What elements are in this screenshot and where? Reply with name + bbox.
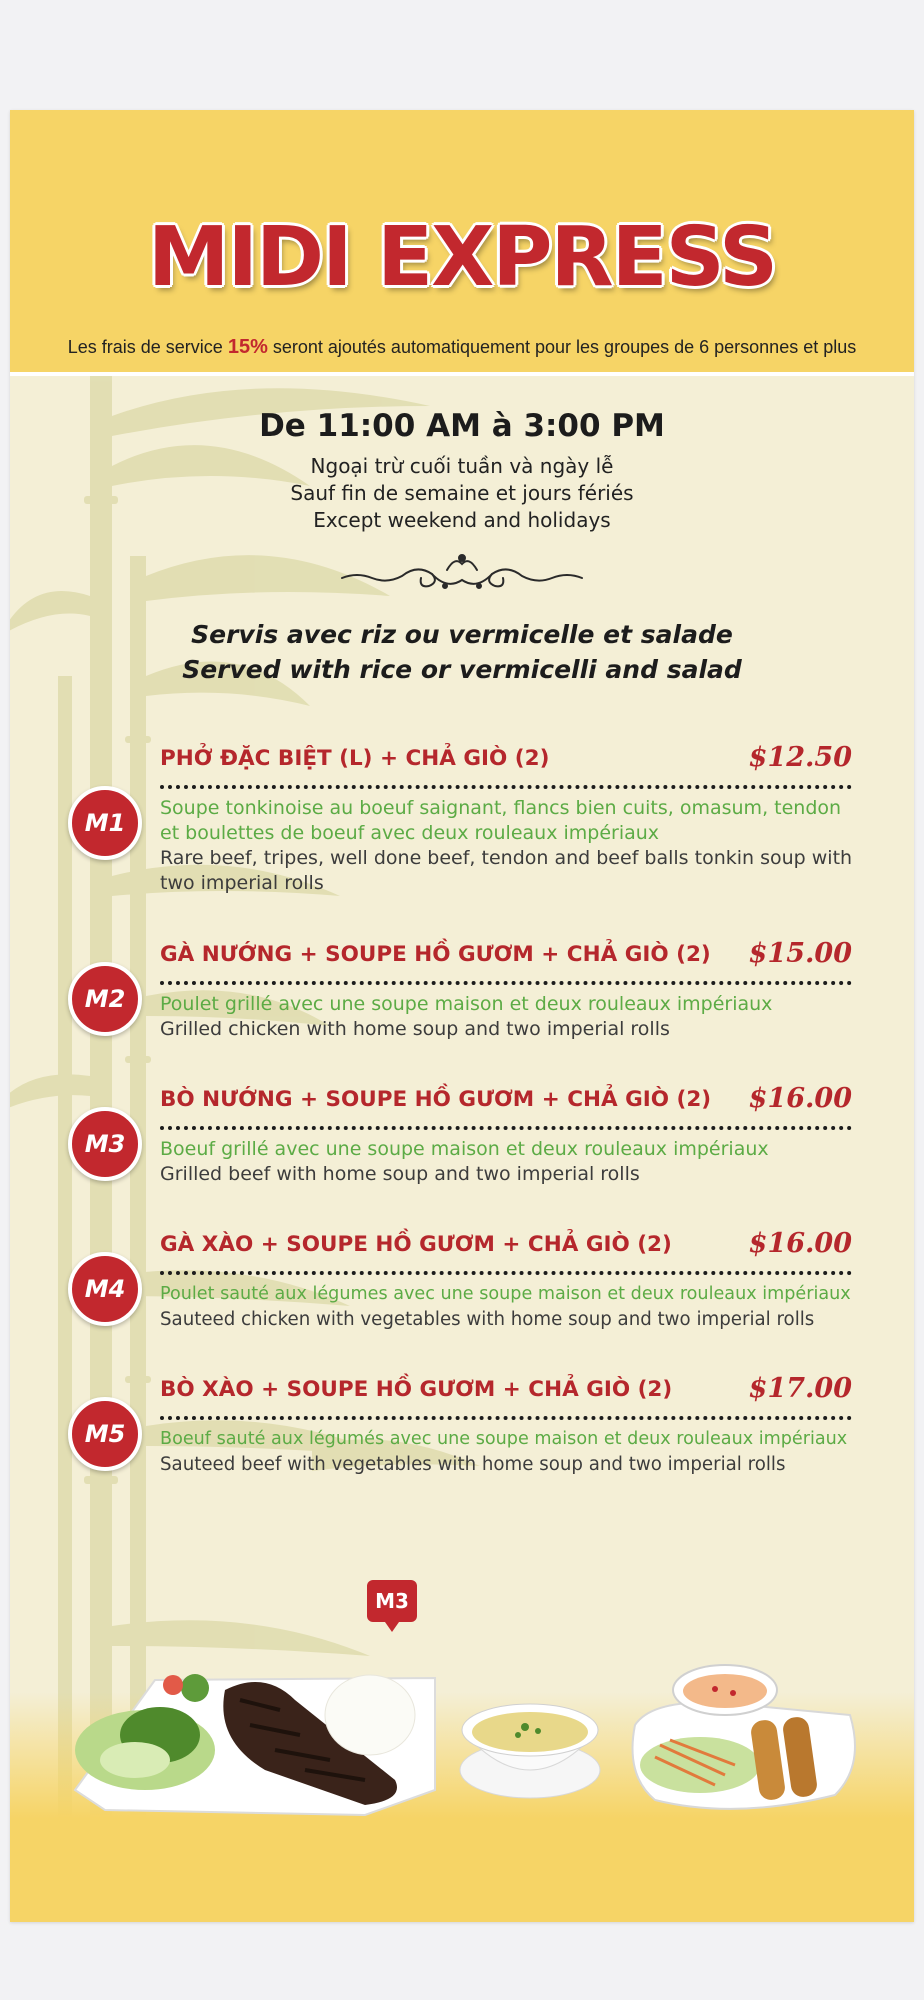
dotted-divider — [160, 981, 852, 985]
item-price: $15.00 — [748, 938, 852, 969]
item-description-english: Grilled chicken with home soup and two imperial rolls — [160, 1018, 670, 1040]
grilled-beef-plate-image — [65, 1640, 445, 1830]
dotted-divider — [160, 1416, 852, 1420]
item-name: GÀ NƯỚNG + SOUPE HỒ GƯƠM + CHẢ GIÒ (2) — [160, 942, 711, 967]
item-description-english: Sauteed beef with vegetables with home soup and two imperial rolls — [160, 1454, 786, 1475]
dotted-divider — [160, 785, 852, 789]
except-french: Sauf fin de semaine et jours fériés — [290, 481, 634, 505]
header-band — [10, 110, 914, 376]
item-code-badge: M3 — [68, 1107, 142, 1181]
service-fee-text-after: seront ajoutés automatiquement pour les groupes de 6 personnes et plus — [267, 337, 857, 357]
item-description-english: Rare beef, tripes, well done beef, tendon and beef balls tonkin soup with two imperial rolls — [160, 847, 853, 894]
item-price: $16.00 — [748, 1083, 852, 1114]
service-fee-text-before: Les frais de service — [67, 337, 228, 357]
photo-callout-label: M3 — [367, 1580, 417, 1622]
item-code-badge: M5 — [68, 1397, 142, 1471]
item-code-badge: M4 — [68, 1252, 142, 1326]
dotted-divider — [160, 1271, 852, 1275]
served-with-french: Servis avec riz ou vermicelle et salade — [191, 620, 733, 649]
item-price: $17.00 — [748, 1373, 852, 1404]
except-english: Except weekend and holidays — [313, 508, 611, 532]
item-description-french: Soupe tonkinoise au boeuf saignant, flancs bien cuits, omasum, tendon et boulettes de boeuf avec deux rouleaux impériaux — [160, 797, 842, 844]
imperial-rolls-plate-image — [615, 1645, 865, 1820]
item-name: GÀ XÀO + SOUPE HỒ GƯƠM + CHẢ GIÒ (2) — [160, 1232, 672, 1257]
item-name: BÒ NƯỚNG + SOUPE HỒ GƯƠM + CHẢ GIÒ (2) — [160, 1087, 712, 1112]
item-description-french: Boeuf grillé avec une soupe maison et deux rouleaux impériaux — [160, 1138, 769, 1160]
service-fee-percent: 15% — [227, 336, 268, 358]
menu-card — [10, 110, 914, 1922]
page-title: MIDI EXPRESS — [147, 210, 777, 305]
service-fee-note — [10, 336, 914, 359]
item-description-french: Boeuf sauté aux légumés avec une soupe maison et deux rouleaux impériaux — [160, 1429, 848, 1449]
served-with-english: Served with rice or vermicelli and salad — [182, 655, 742, 684]
ornament-divider-icon — [337, 550, 587, 600]
item-code-badge: M2 — [68, 962, 142, 1036]
item-description-english: Grilled beef with home soup and two imperial rolls — [160, 1163, 640, 1185]
item-description-english: Sauteed chicken with vegetables with home soup and two imperial rolls — [160, 1309, 815, 1330]
item-price: $12.50 — [748, 742, 852, 773]
dotted-divider — [160, 1126, 852, 1130]
hours-heading: De 11:00 AM à 3:00 PM — [259, 408, 665, 444]
item-name: BÒ XÀO + SOUPE HỒ GƯƠM + CHẢ GIÒ (2) — [160, 1377, 673, 1402]
except-vietnamese: Ngoại trừ cuối tuần và ngày lễ — [310, 454, 614, 478]
item-name: PHỞ ĐẶC BIỆT (L) + CHẢ GIÒ (2) — [160, 746, 550, 771]
item-description-french: Poulet sauté aux légumes avec une soupe maison et deux rouleaux impériaux — [160, 1284, 851, 1304]
item-price: $16.00 — [748, 1228, 852, 1259]
item-description-french: Poulet grillé avec une soupe maison et deux rouleaux impériaux — [160, 993, 773, 1015]
soup-bowl-image — [450, 1675, 610, 1805]
item-code-badge: M1 — [68, 786, 142, 860]
